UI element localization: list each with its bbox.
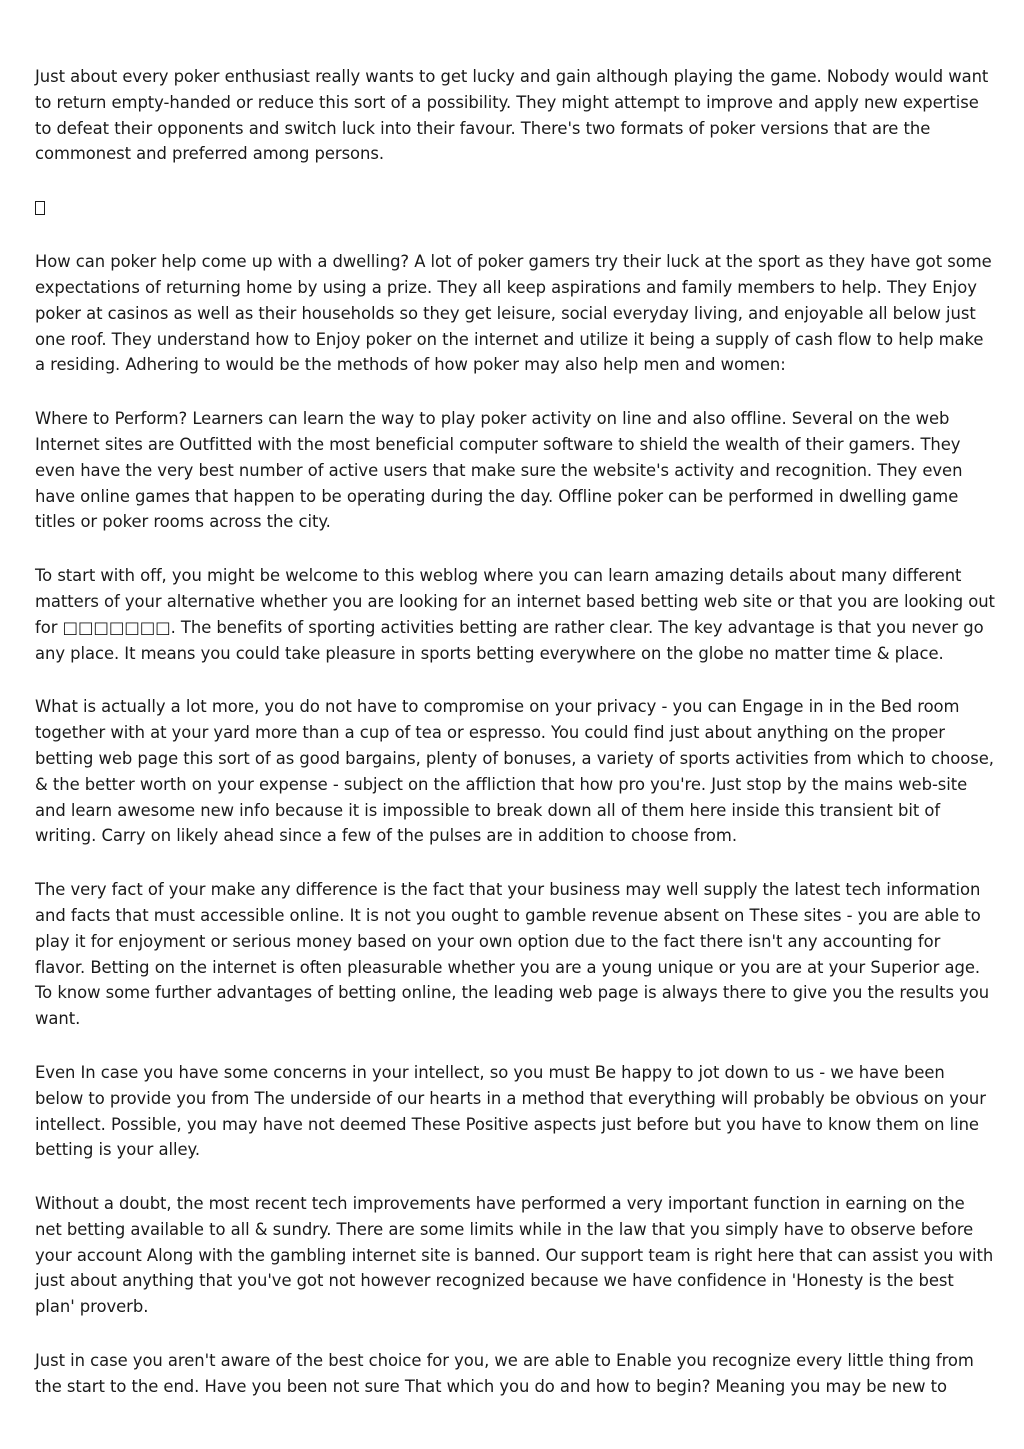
glyph-line [35,195,995,221]
paragraph-dwelling: How can poker help come up with a dwelling? A lot of poker gamers try their luck at the sport as they have got some expectations of returning home by using a prize. They all keep aspirations and family members to help. They Enjoy poker at casinos as well as their households so they get leisure, social everyday living, and enjoyable all below just one roof. They understand how to Enjoy poker on the internet and utilize it being a supply of cash flow to help make a residing. Adhering to would be the methods of how poker may also help men and women: [35,252,992,375]
document-body [35,64,995,1428]
paragraph-concerns: Even In case you have some concerns in your intellect, so you must Be happy to jot down to us - we have been below to provide you from The underside of our hearts in a method that everything will probably be obvious on your intellect. Possible, you may have not deemed These Positive aspects just before but you have to know them on line betting is your alley. [35,1062,986,1160]
paragraph-intro: Just about every poker enthusiast really wants to get lucky and gain although playing the game. Nobody would want to return empty-handed or reduce this sort of a possibility. They might attempt to improve and apply new expertise to defeat their opponents and switch luck into their favour. There's two formats of poker versions that are the commonest and preferred among persons. [35,67,989,164]
paragraph-tech-information: The very fact of your make any difference is the fact that your business may well supply the latest tech information and facts that must accessible online. It is not you ought to gamble revenue absent on These sites - you are able to play it for enjoyment or serious money based on your own option due to the fact there isn't any accounting for flavor. Betting on the internet is often pleasurable whether you are a young unique or you are at your Superior age. To know some further advantages of betting online, the leading web page is always there to give you the results you want. [35,880,990,1029]
paragraph-start-with: To start with off, you might be welcome to this weblog where you can learn amazing details about many different matters of your alternative whether you are looking for an internet based betting web site or that you are looking out for □□□□□□□. The benefits of sporting activities betting are rather clear. The key advantage is that you never go any place. It means you could take pleasure in sports betting everywhere on the globe no matter time & place. [35,566,995,663]
paragraph-privacy: What is actually a lot more, you do not have to compromise on your privacy - you can Engage in in the Bed room together with at your yard more than a cup of tea or espresso. You could find just about anything on the proper betting web page this sort of as good bargains, plenty of bonuses, a variety of sports activities from which to choose, & the better worth on your expense - subject on the affliction that how pro you're. Just stop by the mains web-site and learn awesome new info because it is impossible to break down all of them here inside this transient bit of writing. Carry on likely ahead since a few of the pulses are in addition to choose from. [35,697,994,846]
paragraph-where-to-perform: Where to Perform? Learners can learn the way to play poker activity on line and also offline. Several on the web Internet sites are Outfitted with the most beneficial computer software to shield the wealth of their gamers. They even have the very best number of active users that make sure the website's activity and recognition. They even have online games that happen to be operating during the day. Offline poker can be performed in dwelling game titles or poker rooms across the city. [35,409,963,532]
missing-glyph-icon [35,201,45,215]
paragraph-tech-improvements: Without a doubt, the most recent tech improvements have performed a very important function in earning on the net betting available to all & sundry. There are some limits while in the law that you simply have to observe before your account Along with the gambling internet site is banned. Our support team is right here that can assist you with just about anything that you've got not however recognized because we have confidence in 'Honesty is the best plan' proverb. [35,1194,994,1317]
paragraph-best-choice: Just in case you aren't aware of the best choice for you, we are able to Enable you recognize every little thing from the start to the end. Have you been not sure That which you do and how to begin? Meaning you may be new to [35,1351,974,1396]
